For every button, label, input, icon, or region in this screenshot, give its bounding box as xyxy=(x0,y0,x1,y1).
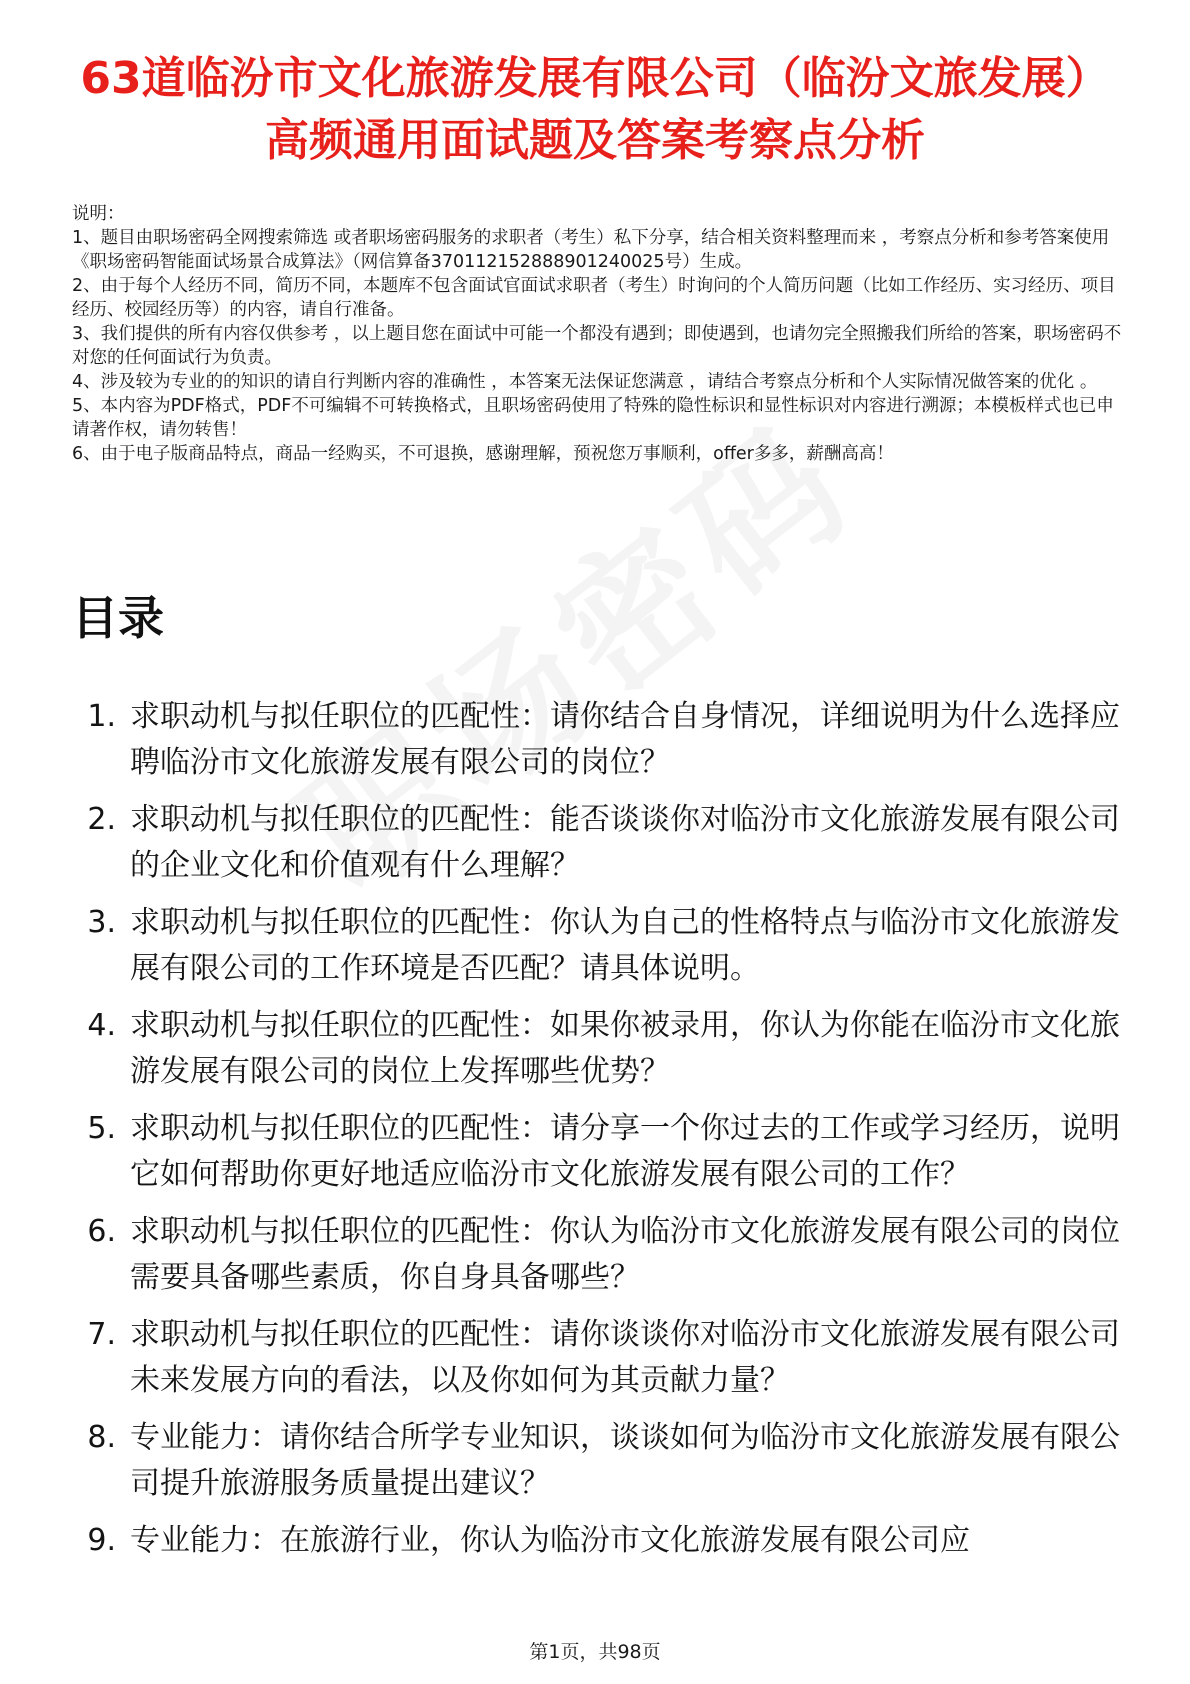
toc-item-number: 6. xyxy=(87,1214,116,1249)
note-item-3: 3、我们提供的所有内容仅供参考 ，以上题目您在面试中可能一个都没有遇到；即使遇到，也请勿完全照搬我们所给的答案，职场密码不对您的任何面试行为负责。 xyxy=(72,324,1122,368)
toc-item[interactable] xyxy=(72,694,1122,786)
toc-item[interactable] xyxy=(72,1003,1122,1095)
note-item-5: 5、本内容为PDF格式，PDF不可编辑不可转换格式，且职场密码使用了特殊的隐性标识和显性标识对内容进行溯源；本模板样式也已申请著作权，请勿转售！ xyxy=(72,396,1114,440)
note-item-1: 1、题目由职场密码全网搜索筛选 或者职场密码服务的求职者（考生）私下分享，结合相关资料整理而来 ，考察点分析和参考答案使用《职场密码智能面试场景合成算法》（网信算备370112152888901240025号）生成。 xyxy=(72,228,1110,272)
toc-item-number: 7. xyxy=(87,1317,116,1352)
toc-item-number: 9. xyxy=(87,1523,116,1558)
note-item-4: 4、涉及较为专业的的知识的请自行判断内容的准确性 ，本答案无法保证您满意 ，请结合考察点分析和个人实际情况做答案的优化 。 xyxy=(72,372,1098,392)
toc-item-number: 2. xyxy=(87,802,116,837)
toc-item-link[interactable]: 求职动机与拟任职位的匹配性：如果你被录用，你认为你能在临汾市文化旅游发展有限公司的岗位上发挥哪些优势？ xyxy=(130,1008,1120,1089)
toc-item-link[interactable]: 求职动机与拟任职位的匹配性：你认为临汾市文化旅游发展有限公司的岗位需要具备哪些素质，你自身具备哪些？ xyxy=(130,1214,1120,1295)
toc-item[interactable] xyxy=(72,1209,1122,1301)
toc-list xyxy=(72,694,1122,1592)
notes-heading: 说明： xyxy=(72,204,125,224)
toc-heading: 目录 xyxy=(72,591,164,645)
toc-item[interactable] xyxy=(72,1106,1122,1198)
page-footer: 第1页，共98页 xyxy=(529,1641,661,1663)
document-title: 63道临汾市文化旅游发展有限公司（临汾文旅发展）高频通用面试题及答案考察点分析 xyxy=(80,53,1110,166)
toc-item-number: 5. xyxy=(87,1111,116,1146)
toc-item[interactable] xyxy=(72,1518,1122,1564)
toc-item-link[interactable]: 求职动机与拟任职位的匹配性：请分享一个你过去的工作或学习经历，说明它如何帮助你更好地适应临汾市文化旅游发展有限公司的工作？ xyxy=(130,1111,1120,1192)
toc-item-link[interactable]: 求职动机与拟任职位的匹配性：请你结合自身情况，详细说明为什么选择应聘临汾市文化旅游发展有限公司的岗位？ xyxy=(130,699,1120,780)
toc-item-link[interactable]: 求职动机与拟任职位的匹配性：你认为自己的性格特点与临汾市文化旅游发展有限公司的工作环境是否匹配？请具体说明。 xyxy=(130,905,1120,986)
notes-section xyxy=(72,202,1122,466)
toc-item[interactable] xyxy=(72,1415,1122,1507)
toc-item[interactable] xyxy=(72,1312,1122,1404)
toc-item-number: 8. xyxy=(87,1420,116,1455)
toc-item-link[interactable]: 求职动机与拟任职位的匹配性：能否谈谈你对临汾市文化旅游发展有限公司的企业文化和价值观有什么理解？ xyxy=(130,802,1120,883)
toc-item-number: 1. xyxy=(87,699,116,734)
toc-item-link[interactable]: 求职动机与拟任职位的匹配性：请你谈谈你对临汾市文化旅游发展有限公司未来发展方向的看法，以及你如何为其贡献力量？ xyxy=(130,1317,1120,1398)
toc-item-link[interactable]: 专业能力：请你结合所学专业知识，谈谈如何为临汾市文化旅游发展有限公司提升旅游服务质量提出建议？ xyxy=(130,1420,1120,1501)
toc-item-number: 4. xyxy=(87,1008,116,1043)
toc-item-link[interactable]: 专业能力：在旅游行业，你认为临汾市文化旅游发展有限公司应 xyxy=(130,1523,970,1558)
note-item-2: 2、由于每个人经历不同，简历不同，本题库不包含面试官面试求职者（考生）时询问的个人简历问题（比如工作经历、实习经历、项目经历、校园经历等）的内容，请自行准备。 xyxy=(72,276,1116,320)
toc-item[interactable] xyxy=(72,900,1122,992)
toc-item-number: 3. xyxy=(87,905,116,940)
note-item-6: 6、由于电子版商品特点，商品一经购买，不可退换，感谢理解，预祝您万事顺利，offer多多，薪酬高高！ xyxy=(72,444,894,464)
toc-item[interactable] xyxy=(72,797,1122,889)
